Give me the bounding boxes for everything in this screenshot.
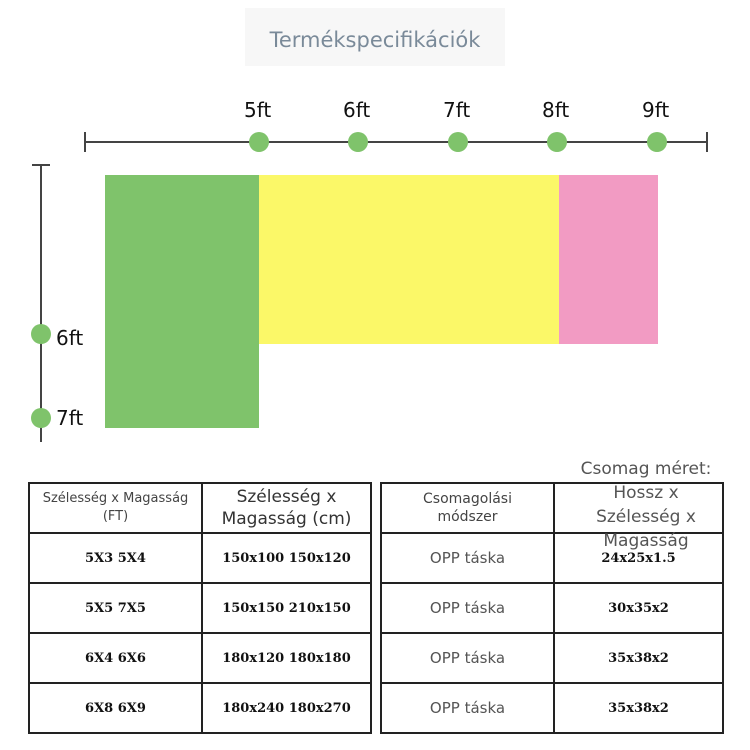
header-packaging-method: Csomagolási módszer [423,491,512,525]
width-marker-9ft [647,132,667,152]
width-marker-5ft [249,132,269,152]
package-size-cell: 24x25x1.5 [554,533,723,583]
table-header-cell [29,483,202,533]
size-cm-cell: 150x100 150x120 [202,533,371,583]
height-marker-6ft [31,324,51,344]
green-size-block [105,175,259,428]
width-label-9ft: 9ft [642,98,670,122]
size-cm-cell: 150x150 210x150 [202,583,371,633]
table-header-cell [202,483,371,533]
size-cm-cell: 180x240 180x270 [202,683,371,733]
pink-size-block [559,175,658,344]
width-label-5ft: 5ft [244,98,272,122]
packaging-cell: OPP táska [381,683,554,733]
table-row [29,633,371,683]
width-axis [84,141,708,143]
height-axis [40,164,42,442]
height-marker-7ft [31,408,51,428]
page-title: Termékspecifikációk [269,28,481,52]
table-row [381,683,723,733]
size-ft-cell: 5X3 5X4 [29,533,202,583]
table-header-row [29,483,371,533]
packaging-cell: OPP táska [381,633,554,683]
package-size-cell: 35x38x2 [554,633,723,683]
height-label-6ft: 6ft [56,326,84,350]
table-row [29,533,371,583]
width-marker-8ft [547,132,567,152]
size-cm-cell: 180x120 180x180 [202,633,371,683]
height-label-7ft: 7ft [56,406,84,430]
width-marker-7ft [448,132,468,152]
size-ft-cell: 6X4 6X6 [29,633,202,683]
header-width-height-cm: Szélesség x Magasság (cm) [221,487,352,529]
packaging-cell: OPP táska [381,533,554,583]
table-row [29,583,371,633]
size-table [28,482,372,734]
table-row [381,583,723,633]
size-ft-cell: 5X5 7X5 [29,583,202,633]
package-size-cell: 30x35x2 [554,583,723,633]
width-label-8ft: 8ft [542,98,570,122]
width-label-7ft: 7ft [443,98,471,122]
table-header-cell [381,483,554,533]
width-marker-6ft [348,132,368,152]
header-width-height-ft: Szélesség x Magasság (FT) [42,491,189,524]
packaging-cell: OPP táska [381,583,554,633]
width-axis-start-tick [84,132,86,152]
table-row [29,683,371,733]
width-axis-end-tick [706,132,708,152]
yellow-size-block [259,175,559,344]
height-axis-top-cap [32,164,50,166]
width-label-6ft: 6ft [343,98,371,122]
header-package-size: Csomag méret: Hossz x Szélesség x Magasság [580,459,712,551]
table-row [381,633,723,683]
package-size-cell: 35x38x2 [554,683,723,733]
size-ft-cell: 6X8 6X9 [29,683,202,733]
